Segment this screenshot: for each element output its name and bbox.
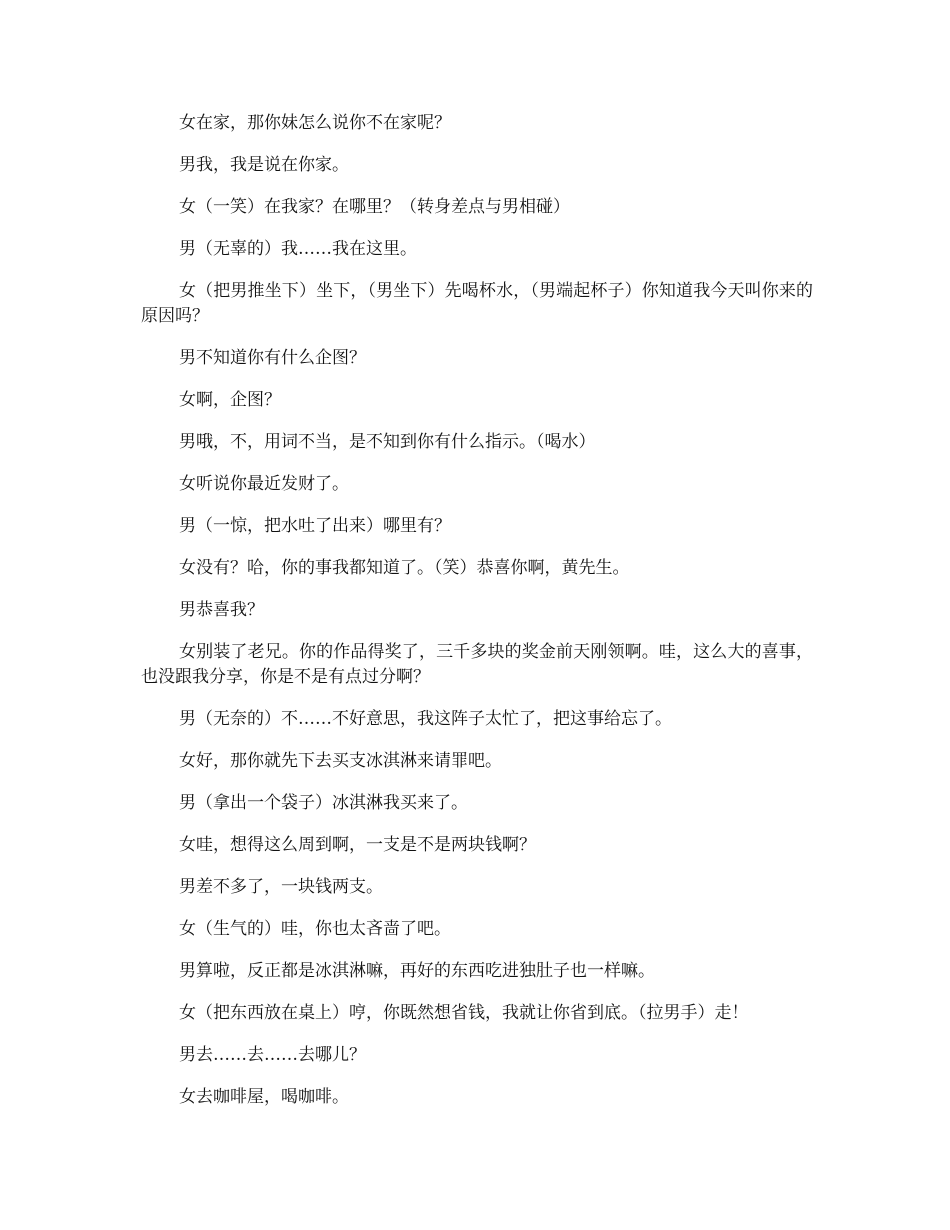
dialogue-line: 男哦，不，用词不当，是不知到你有什么指示。（喝水） (179, 432, 596, 452)
dialogue-line: 女在家，那你妹怎么说你不在家呢？ (179, 113, 451, 133)
dialogue-line: 男（拿出一个袋子）冰淇淋我买来了。 (179, 793, 468, 813)
dialogue-line: 女没有？哈，你的事我都知道了。（笑）恭喜你啊，黄先生。 (179, 558, 630, 578)
dialogue-line: 女听说你最近发财了。 (179, 474, 349, 494)
dialogue-line: 男算啦，反正都是冰淇淋嘛，再好的东西吃进独肚子也一样嘛。 (179, 961, 655, 981)
dialogue-line: 女（把东西放在桌上）哼，你既然想省钱，我就让你省到底。（拉男手）走！ (179, 1003, 749, 1023)
dialogue-line: 女好，那你就先下去买支冰淇淋来请罪吧。 (179, 751, 502, 771)
dialogue-line: 男（无辜的）我……我在这里。 (179, 239, 417, 259)
document-body (141, 111, 813, 1127)
dialogue-line: 女啊，企图？ (179, 390, 281, 410)
dialogue-line: 男我，我是说在你家。 (179, 155, 349, 175)
dialogue-line: 女哇，想得这么周到啊，一支是不是两块钱啊？ (179, 835, 536, 855)
dialogue-line: 男（一惊，把水吐了出来）哪里有？ (179, 516, 451, 536)
dialogue-line: 女（把男推坐下）坐下，（男坐下）先喝杯水，（男端起杯子）你知道我今天叫你来的原因吗？ (141, 281, 813, 326)
dialogue-line: 男（无奈的）不……不好意思，我这阵子太忙了，把这事给忘了。 (179, 709, 672, 729)
dialogue-line: 男不知道你有什么企图？ (179, 348, 366, 368)
dialogue-line: 女（生气的）哇，你也太吝啬了吧。 (179, 919, 451, 939)
dialogue-line: 女别装了老兄。你的作品得奖了，三千多块的奖金前天刚领啊。哇，这么大的喜事，也没跟我分享，你是不是有点过分啊？ (141, 642, 813, 687)
dialogue-line: 女去咖啡屋，喝咖啡。 (179, 1087, 349, 1107)
dialogue-line: 女（一笑）在我家？在哪里？（转身差点与男相碰） (179, 197, 570, 217)
dialogue-line: 男去……去……去哪儿？ (179, 1045, 366, 1065)
dialogue-line: 男恭喜我？ (179, 600, 264, 620)
dialogue-line: 男差不多了，一块钱两支。 (179, 877, 383, 897)
